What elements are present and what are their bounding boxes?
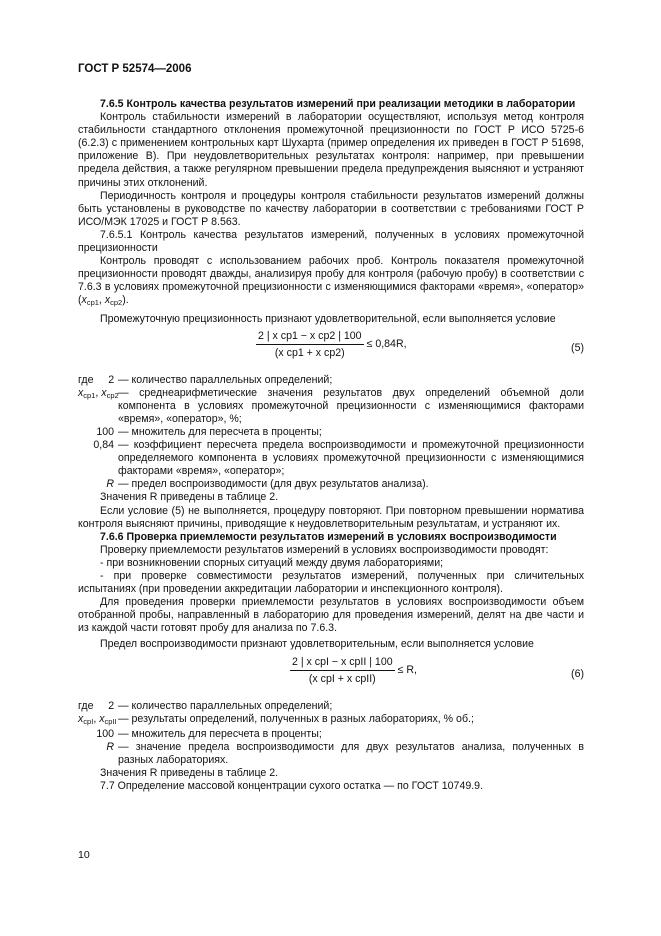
def6-symbol-r xyxy=(78,741,118,767)
page-content xyxy=(78,98,584,793)
def-symbol-2: 2 xyxy=(108,373,115,386)
formula-6-expression xyxy=(290,656,417,686)
def6-text-r: — значение предела воспроизводимости для двух результатов анализа, полученных в разных лабораториях. xyxy=(118,740,584,766)
paragraph-sample-division: Для проведения проверки приемлемости результатов в условиях воспроизводимости объем отобранной пробы, направленный в лабораторию для проведения измерений, делят на две части и из каждой части готовят пробу для анализа по 7.6.3. xyxy=(78,596,584,635)
formula-5-definitions xyxy=(78,374,584,492)
formula-6-rhs: ≤ R, xyxy=(397,664,417,677)
def-symbol-100: 100 xyxy=(96,425,114,438)
formula-6-numerator: 2 | x cpI − x cpII | 100 xyxy=(290,656,395,671)
def-symbol-xcp: $x_{ср1}$, $x_{ср2}$ xyxy=(78,386,119,400)
section-7-6-6-title: 7.6.6 Проверка приемлемости результатов измерений в условиях воспроизводимости xyxy=(100,530,557,543)
def6-text-2: — количество параллельных определений; xyxy=(118,699,333,712)
def-symbol-r-text: R xyxy=(106,478,114,491)
def-text-xcp: — среднеарифметические значения результатов двух определений объемной доли компонента в условиях промежуточной прецизионности с изменяющимися факторами «время», «оператор», %; xyxy=(118,386,584,425)
paragraph-r-values-2: Значения R приведены в таблице 2. xyxy=(100,767,279,780)
where-text: где xyxy=(78,373,94,386)
formula-5-denominator: (x cp1 + x cp2) xyxy=(274,346,345,359)
formula-5-expression xyxy=(256,330,407,360)
def-text-2: — количество параллельных определений; xyxy=(118,373,333,386)
def-text-100: — множитель для пересчета в проценты; xyxy=(118,425,322,438)
formula-5 xyxy=(78,330,584,370)
where-label-2 xyxy=(78,700,118,713)
page-number: 10 xyxy=(78,849,90,861)
formula-6-definitions xyxy=(78,700,584,767)
paragraph-control-procedure-text: Контроль проводят с использованием рабочих проб. Контроль показателя промежуточной прецизионности проводят дважды, анализируя пробу для контроля (рабочую пробу) в соответствии с 7.6.3 в условиях промежуточной прецизионности с изменяющимися факторами «время», «оператор» ( xyxy=(78,255,584,307)
paragraph-stability-control: Контроль стабильности измерений в лаборатории осуществляют, используя метод контроля стабильности стандартного отклонения промежуточной прецизионности по ГОСТ Р ИСО 5725-6 (6.2.3) с применением контрольных карт Шухарта (пример определения их приведен в ГОСТ Р 51698, приложение В). При неудовлетворительных результатах контроля: например, при превышении предела действия, а также регулярном превышении предела предупреждения выясняют и устраняют причины этих отклонений. xyxy=(78,111,584,189)
paragraph-control-periodicity: Периодичность контроля и процедуры контроля стабильности результатов измерений должны быть установлены в руководстве по качеству лаборатории в соответствии с требованиями ГОСТ Р ИСО/МЭК 17025 и ГОСТ Р 8.563. xyxy=(78,189,584,228)
list-item-disputes: - при возникновении спорных ситуаций между двумя лабораториями; xyxy=(100,556,444,569)
paragraph-control-procedure-end: ). xyxy=(122,294,129,307)
formula-5-rhs: ≤ 0,84R, xyxy=(366,338,407,351)
where-label xyxy=(78,374,118,387)
def6-symbol-100: 100 xyxy=(96,727,114,740)
where-text-2: где xyxy=(78,699,94,712)
def-symbol-084: 0,84 xyxy=(93,439,114,452)
formula-5-numerator: 2 | x cp1 − x cp2 | 100 xyxy=(256,330,364,345)
document-header: ГОСТ Р 52574—2006 xyxy=(78,63,192,75)
def-text-084: — коэффициент пересчета предела воспроизводимости и промежуточной прецизионности определяемого компонента в условиях промежуточной прецизионности с изменяющимися факторами «время», «оператор»; xyxy=(118,439,584,478)
def6-symbol-2: 2 xyxy=(108,699,115,712)
def-text-r: — предел воспроизводимости (для двух результатов анализа). xyxy=(118,478,429,491)
def6-text-xcp: — результаты определений, полученных в разных лабораториях, % об.; xyxy=(118,712,474,725)
paragraph-r-values: Значения R приведены в таблице 2. xyxy=(100,491,279,504)
paragraph-acceptance-check: Проверку приемлемости результатов измерений в условиях воспроизводимости проводят: xyxy=(100,543,549,556)
def-symbol-r xyxy=(78,478,118,491)
formula-6 xyxy=(78,656,584,696)
section-7-6-5-title: 7.6.5 Контроль качества результатов измерений при реализации методики в лаборатории xyxy=(100,98,576,110)
paragraph-reproducibility-condition: Предел воспроизводимости признают удовлетворительным, если выполняется условие xyxy=(100,638,534,651)
paragraph-repeat-procedure: Если условие (5) не выполняется, процедуру повторяют. При повторном превышении норматива контроля выясняют причины, приводящие к неудовлетворительным результатам, и устраняют их. xyxy=(78,504,584,530)
list-item-compatibility: - при проверке совместимости результатов измерений, полученных при сличительных испытаниях (при проведении аккредитации лаборатории и инспекционного контроля). xyxy=(78,570,584,596)
paragraph-control-procedure: Контроль проводят с использованием рабочих проб. Контроль показателя промежуточной прецизионности проводят дважды, анализируя пробу для контроля (рабочую пробу) в соответствии с 7.6.3 в условиях промежуточной прецизионности с изменяющимися факторами «время», «оператор» ($x_{ср1}$, $x_{ср2}$). xyxy=(78,255,584,308)
formula-6-number: (6) xyxy=(571,667,584,680)
section-7-7: 7.7 Определение массовой концентрации сухого остатка — по ГОСТ 10749.9. xyxy=(100,780,484,793)
def6-text-100: — множитель для пересчета в проценты; xyxy=(118,727,322,740)
def6-symbol-r-text: R xyxy=(106,740,114,753)
def6-symbol-xcp: $x_{срI}$, $x_{срII}$ xyxy=(78,712,117,726)
subsection-7-6-5-1: 7.6.5.1 Контроль качества результатов измерений, полученных в условиях промежуточной прецизионности xyxy=(78,228,584,255)
formula-6-denominator: (x cpI + x cpII) xyxy=(308,672,376,685)
paragraph-precision-condition: Промежуточную прецизионность признают удовлетворительной, если выполняется условие xyxy=(100,312,556,325)
formula-5-number: (5) xyxy=(571,341,584,354)
